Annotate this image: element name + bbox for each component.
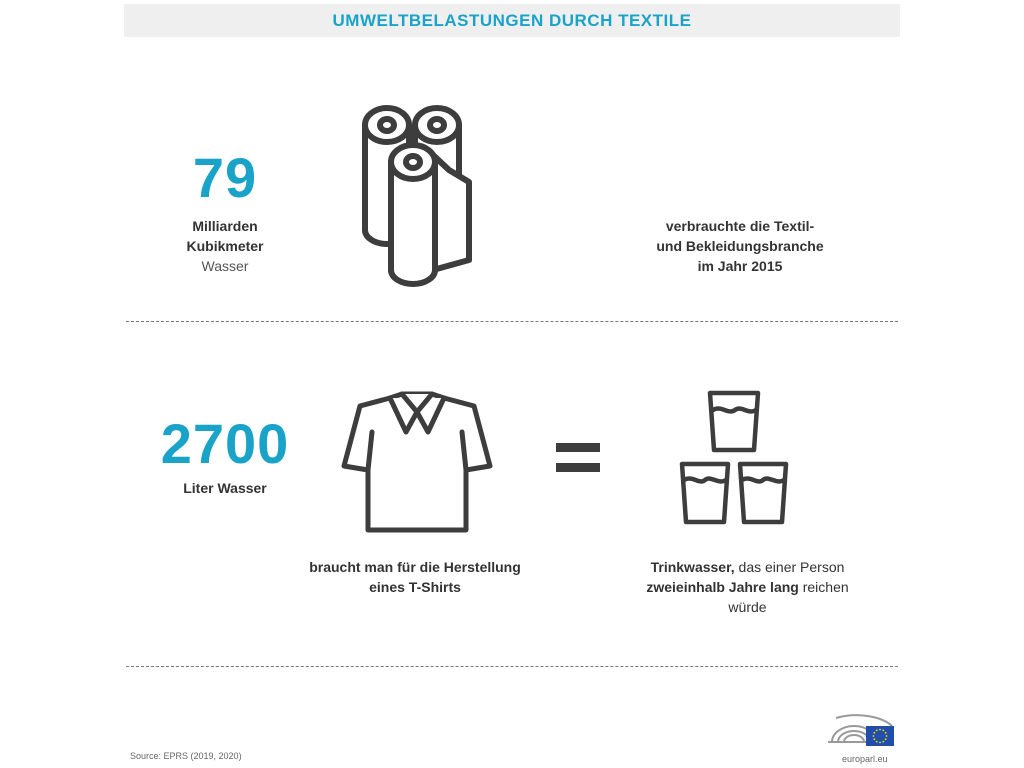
water-line-3: würde <box>728 599 767 615</box>
fabric-rolls-icon <box>355 100 485 285</box>
section-divider-2 <box>126 666 898 667</box>
shirt-line-2: eines T-Shirts <box>369 579 461 595</box>
water-bold-2: zweieinhalb Jahre lang <box>646 579 799 595</box>
stat-description-79 <box>630 216 850 276</box>
eu-star <box>886 735 888 737</box>
source-note: Source: EPRS (2019, 2020) <box>130 751 242 761</box>
eu-star <box>879 729 881 731</box>
water-line-1 <box>620 557 875 577</box>
stat-unit-2700: Liter Wasser <box>183 480 267 496</box>
desc-line-3: im Jahr 2015 <box>697 258 783 274</box>
eu-star <box>873 732 875 734</box>
eu-star <box>885 732 887 734</box>
water-glasses-icon <box>680 388 790 526</box>
water-bold-1: Trinkwasser, <box>650 559 735 575</box>
site-url: europarl.eu <box>842 754 888 764</box>
stat-number-2700: 2700 <box>160 412 290 475</box>
eu-star <box>882 741 884 743</box>
eu-star <box>885 738 887 740</box>
stat-number-79: 79 <box>192 146 258 209</box>
equals-icon <box>556 443 600 473</box>
eu-star <box>873 735 875 737</box>
section-divider-1 <box>126 321 898 322</box>
shirt-line-1: braucht man für die Herstellung <box>309 559 521 575</box>
title-banner <box>124 4 900 37</box>
water-line-2 <box>620 577 875 597</box>
desc-line-1: verbrauchte die Textil- <box>665 218 815 234</box>
t-shirt-icon <box>340 384 495 534</box>
unit-line-1: Milliarden <box>192 218 258 234</box>
water-rest-1: das einer Person <box>734 559 845 575</box>
unit-line-2: Kubikmeter <box>186 238 264 254</box>
page-title: UMWELTBELASTUNGEN DURCH TEXTILE <box>332 11 692 30</box>
unit-line-3: Wasser <box>201 258 249 274</box>
stat-unit-79 <box>150 216 300 276</box>
eu-star <box>873 738 875 740</box>
desc-line-2: und Bekleidungsbranche <box>656 238 824 254</box>
water-description <box>620 557 875 617</box>
eu-star <box>882 729 884 731</box>
eu-star <box>879 742 881 744</box>
water-rest-2: reichen <box>798 579 849 595</box>
eu-star <box>876 741 878 743</box>
european-parliament-logo <box>826 712 896 750</box>
eu-star <box>876 729 878 731</box>
shirt-description <box>290 557 540 597</box>
